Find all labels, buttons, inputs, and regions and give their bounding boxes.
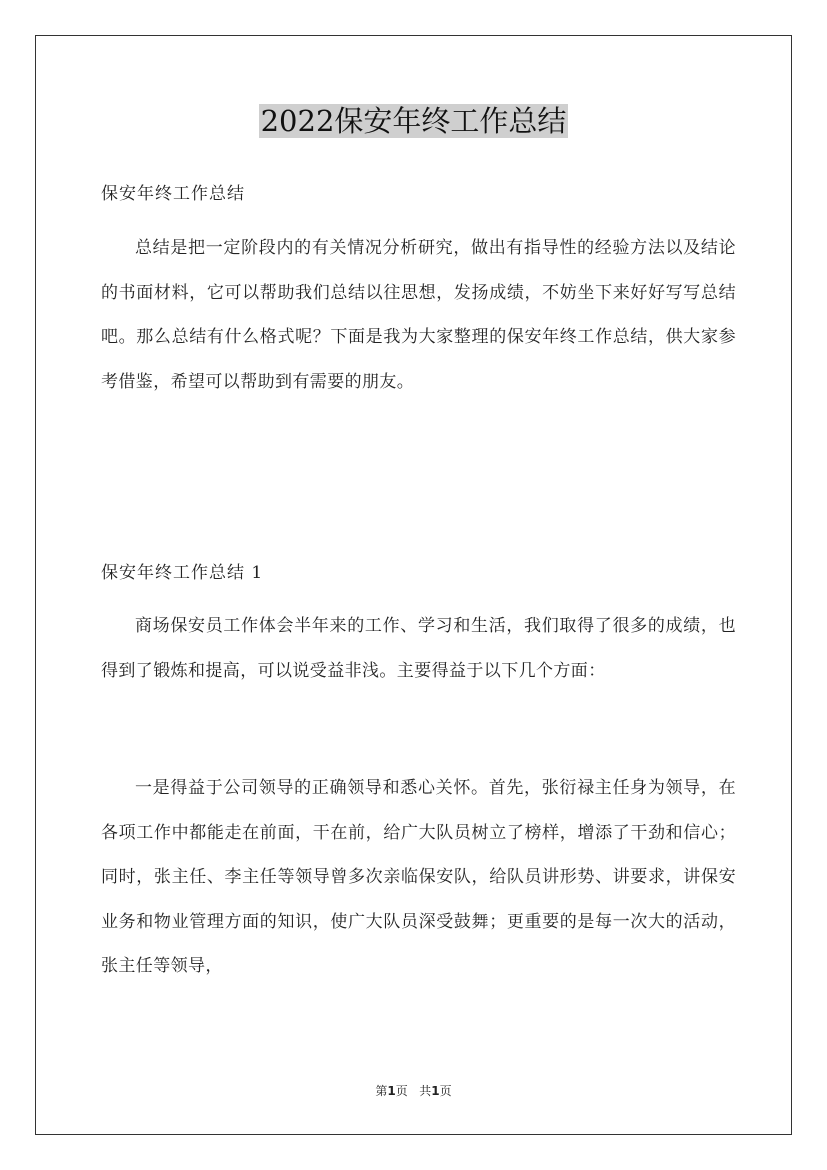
section-heading-intro: 保安年终工作总结	[101, 184, 245, 204]
footer-page-suffix: 页	[395, 1084, 408, 1098]
intro-paragraph: 总结是把一定阶段内的有关情况分析研究，做出有指导性的经验方法以及结论的书面材料，它可以帮助我们总结以往思想，发扬成绩，不妨坐下来好好写写总结吧。那么总结有什么格式呢？下面是我为大家整理的保安年终工作总结，供大家参考借鉴，希望可以帮助到有需要的朋友。	[101, 238, 736, 392]
section-1-paragraph-1: 商场保安员工作体会半年来的工作、学习和生活，我们取得了很多的成绩，也得到了锻炼和提高，可以说受益非浅。主要得益于以下几个方面：	[101, 616, 736, 681]
document-title	[0, 100, 827, 142]
footer-page-current: 1	[387, 1084, 396, 1098]
footer-total-prefix: 共	[419, 1084, 432, 1098]
footer-total-suffix: 页	[439, 1084, 452, 1098]
section-heading-1: 保安年终工作总结 1	[101, 563, 264, 583]
page-footer	[0, 1082, 827, 1100]
footer-page-total: 1	[431, 1084, 440, 1098]
document-title-text: 2022保安年终工作总结	[260, 104, 567, 138]
section-1-paragraph-2: 一是得益于公司领导的正确领导和悉心关怀。首先，张衍禄主任身为领导，在各项工作中都能走在前面，干在前，给广大队员树立了榜样，增添了干劲和信心；同时，张主任、李主任等领导曾多次亲临保安队，给队员讲形势、讲要求，讲保安业务和物业管理方面的知识，使广大队员深受鼓舞；更重要的是每一次大的活动，张主任等领导，	[101, 778, 736, 976]
footer-page-prefix: 第	[375, 1084, 388, 1098]
